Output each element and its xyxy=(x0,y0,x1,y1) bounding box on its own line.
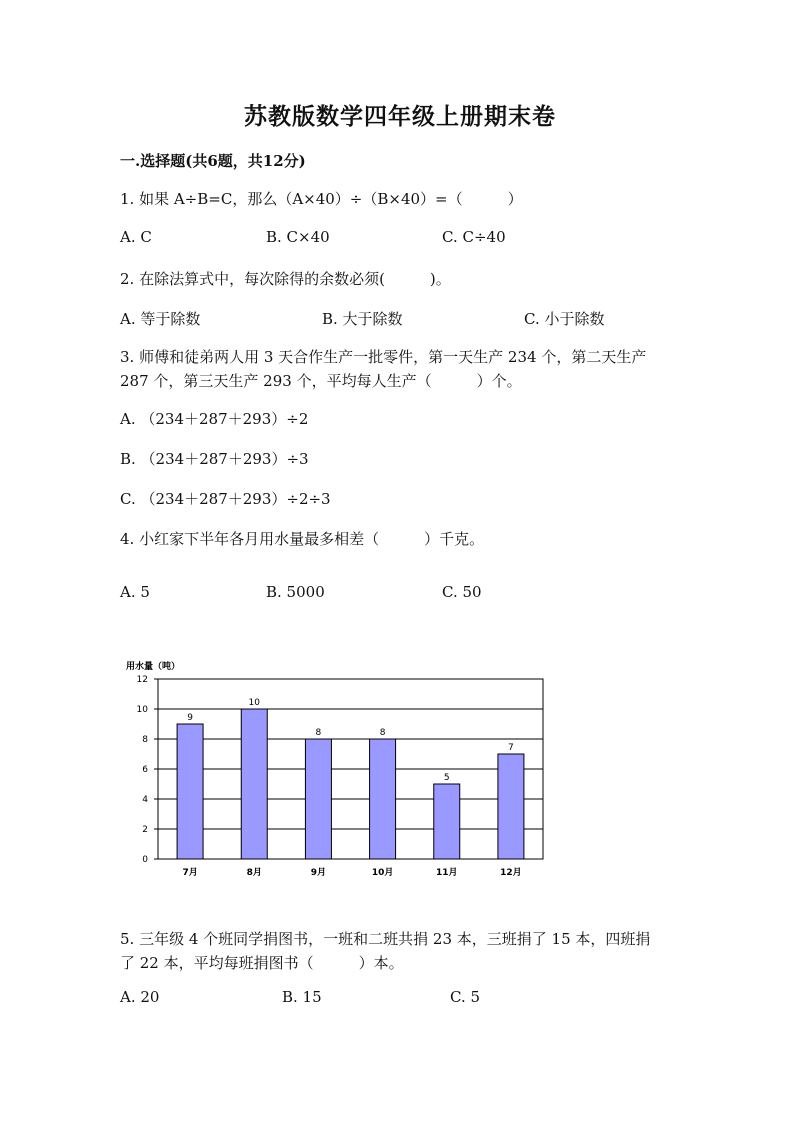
chart-y-axis-label: 用水量（吨） xyxy=(126,662,181,672)
chart-bar xyxy=(177,724,203,859)
chart-y-tick-label: 4 xyxy=(142,795,148,805)
question-2-option-b[interactable]: B. 大于除数 xyxy=(322,310,403,328)
chart-x-tick-label: 10月 xyxy=(371,868,394,878)
question-4-option-a[interactable]: A. 5 xyxy=(120,583,150,601)
question-3-option-b[interactable]: B. （234＋287＋293）÷3 xyxy=(120,450,309,468)
question-1-text: 1. 如果 A÷B=C，那么（A×40）÷（B×40）=（ ） xyxy=(120,190,523,208)
chart-data-label: 9 xyxy=(187,713,193,723)
section-title: 一.选择题(共6题，共12分) xyxy=(120,152,306,170)
chart-data-label: 10 xyxy=(248,698,260,708)
question-4-option-c[interactable]: C. 50 xyxy=(442,583,482,601)
question-5-option-a[interactable]: A. 20 xyxy=(120,988,160,1006)
question-1-option-a[interactable]: A. C xyxy=(120,228,152,246)
chart-y-tick-label: 6 xyxy=(142,765,148,775)
water-usage-chart-svg xyxy=(118,655,558,885)
question-2-option-a[interactable]: A. 等于除数 xyxy=(120,310,201,328)
chart-y-tick-label: 12 xyxy=(136,675,148,685)
question-3-text-line-1: 3. 师傅和徒弟两人用 3 天合作生产一批零件，第一天生产 234 个，第二天生产 xyxy=(120,348,647,366)
chart-y-tick-label: 0 xyxy=(142,855,148,865)
chart-data-label: 7 xyxy=(508,743,514,753)
chart-bar xyxy=(498,754,524,859)
question-3-option-a[interactable]: A. （234＋287＋293）÷2 xyxy=(120,410,309,428)
chart-x-tick-label: 11月 xyxy=(435,868,458,878)
question-1-option-c[interactable]: C. C÷40 xyxy=(442,228,506,246)
doc-title: 苏教版数学四年级上册期末卷 xyxy=(244,103,556,130)
question-2-text: 2. 在除法算式中，每次除得的余数必须( )。 xyxy=(120,270,451,288)
question-1-option-b[interactable]: B. C×40 xyxy=(266,228,330,246)
question-5-text-line-1: 5. 三年级 4 个班同学捐图书，一班和二班共捐 23 本，三班捐了 15 本，四班捐 xyxy=(120,930,651,948)
chart-data-label: 8 xyxy=(379,728,386,738)
question-5-option-b[interactable]: B. 15 xyxy=(282,988,322,1006)
chart-x-tick-label: 9月 xyxy=(310,868,327,878)
chart-bar xyxy=(434,784,460,859)
chart-y-tick-label: 2 xyxy=(142,825,148,835)
question-4-text: 4. 小红家下半年各月用水量最多相差（ ）千克。 xyxy=(120,530,485,548)
chart-y-tick-label: 8 xyxy=(142,735,148,745)
question-4-option-b[interactable]: B. 5000 xyxy=(266,583,325,601)
question-5-text-line-2: 了 22 本，平均每班捐图书（ ）本。 xyxy=(120,954,404,972)
chart-x-tick-label: 8月 xyxy=(246,868,262,878)
question-3-option-c[interactable]: C. （234＋287＋293）÷2÷3 xyxy=(120,490,331,508)
question-3-text-line-2: 287 个，第三天生产 293 个，平均每人生产（ ）个。 xyxy=(120,372,522,390)
question-5-option-c[interactable]: C. 5 xyxy=(450,988,481,1006)
chart-bar xyxy=(305,739,331,859)
chart-bar xyxy=(370,739,396,859)
question-2-option-c[interactable]: C. 小于除数 xyxy=(524,310,605,328)
water-usage-chart xyxy=(118,655,558,885)
chart-data-label: 5 xyxy=(443,773,450,783)
chart-x-tick-label: 12月 xyxy=(500,868,522,878)
chart-x-tick-label: 7月 xyxy=(182,868,198,878)
chart-bar xyxy=(241,709,267,859)
chart-y-tick-label: 10 xyxy=(136,705,148,715)
chart-data-label: 8 xyxy=(315,728,322,738)
